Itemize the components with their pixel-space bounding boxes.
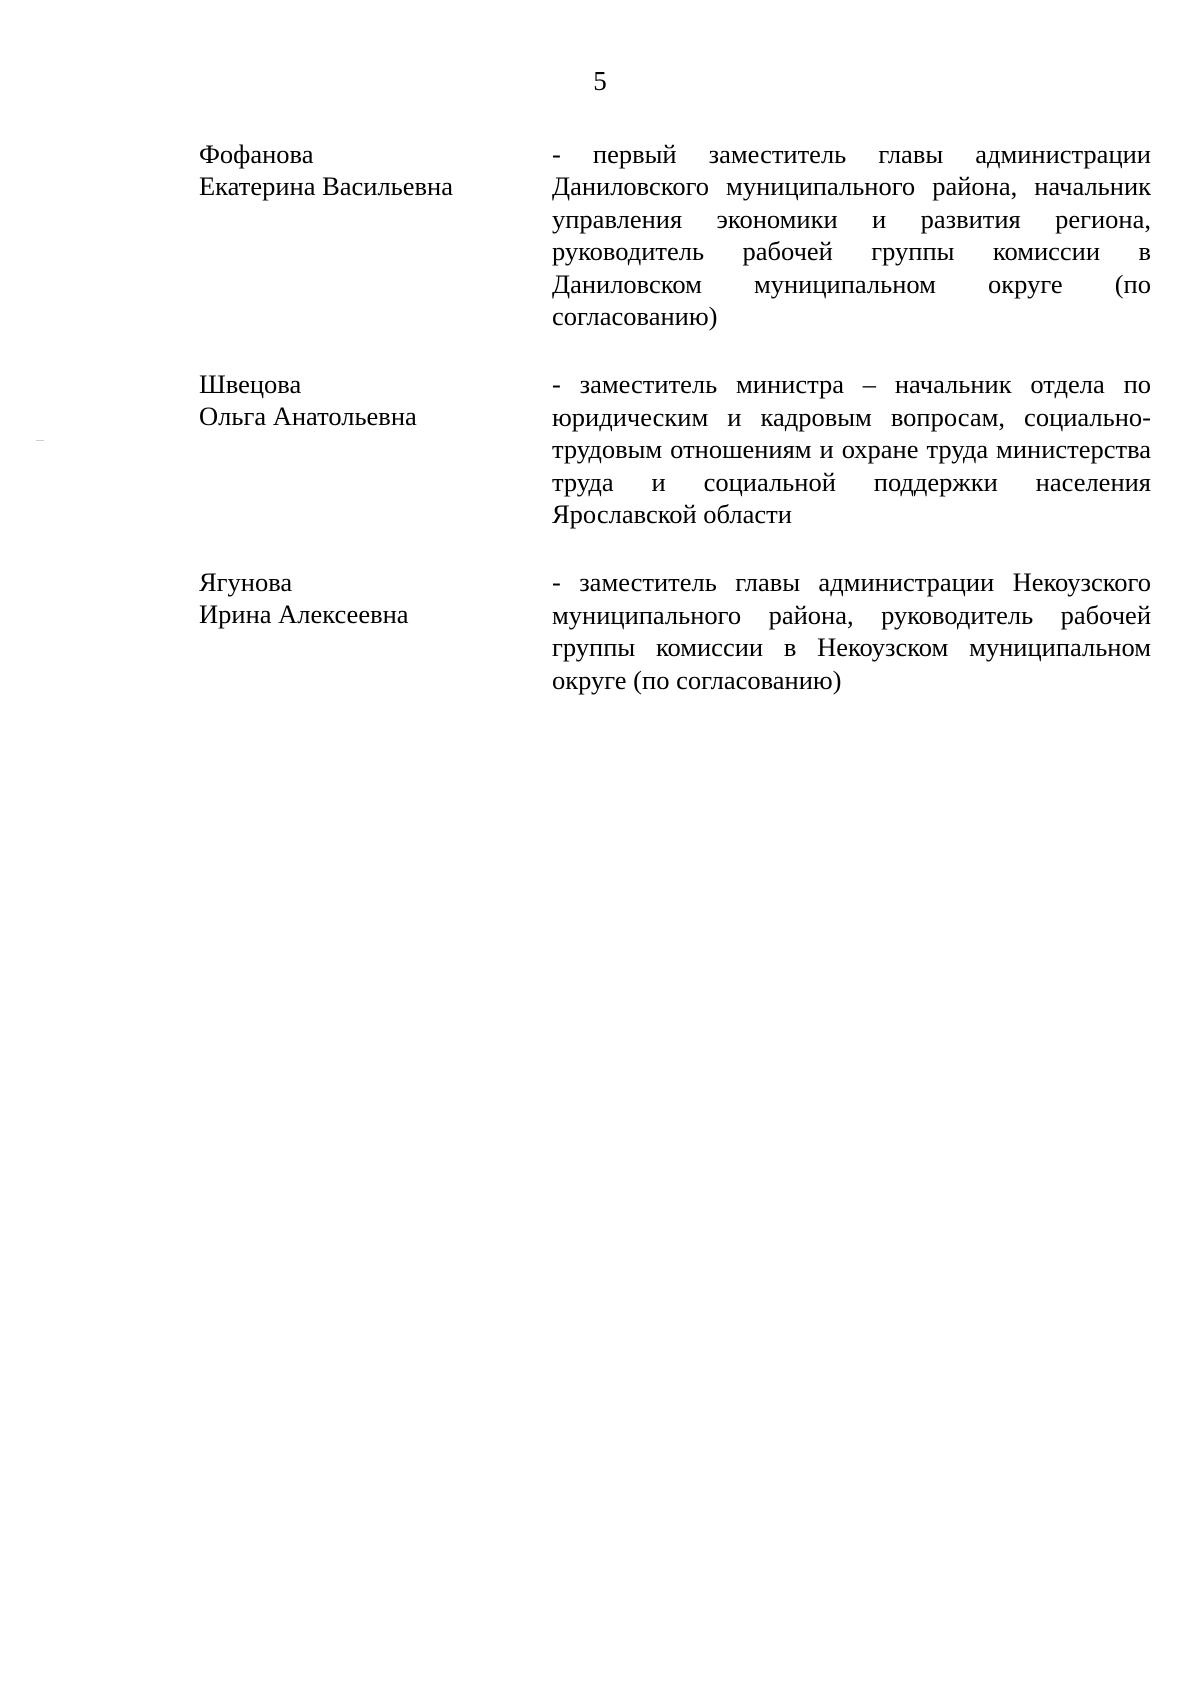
member-position: - первый заместитель главы администрации Даниловского муниципального района, начальник управления экономики и развития региона, руководитель рабочей группы комиссии в Даниловском муниципальном округе (по согласованию) xyxy=(552,139,1151,332)
member-row xyxy=(199,566,1151,696)
member-position: - заместитель главы администрации Некоузского муниципального района, руководитель рабочей группы комиссии в Некоузском муниципальном округе (по согласованию) xyxy=(552,567,1151,695)
scan-artifact xyxy=(36,440,44,441)
member-given-names: Ольга Анатольевна xyxy=(199,401,417,432)
member-name xyxy=(199,368,552,432)
member-row xyxy=(199,368,1151,530)
member-row xyxy=(199,138,1151,332)
member-surname: Фофанова xyxy=(199,139,314,169)
member-position: - заместитель министра – начальник отдела по юридическим и кадровым вопросам, социально-трудовым отношениям и охране труда министерства труда и социальной поддержки населения Ярославской области xyxy=(552,369,1151,530)
member-surname: Швецова xyxy=(199,369,302,400)
member-name xyxy=(199,566,552,630)
member-given-names: Ирина Алексеевна xyxy=(199,599,409,630)
member-surname: Ягунова xyxy=(199,567,293,598)
members-list xyxy=(199,138,1151,696)
page-number: 5 xyxy=(593,66,607,96)
member-given-names: Екатерина Васильевна xyxy=(199,171,453,201)
member-name xyxy=(199,138,552,202)
